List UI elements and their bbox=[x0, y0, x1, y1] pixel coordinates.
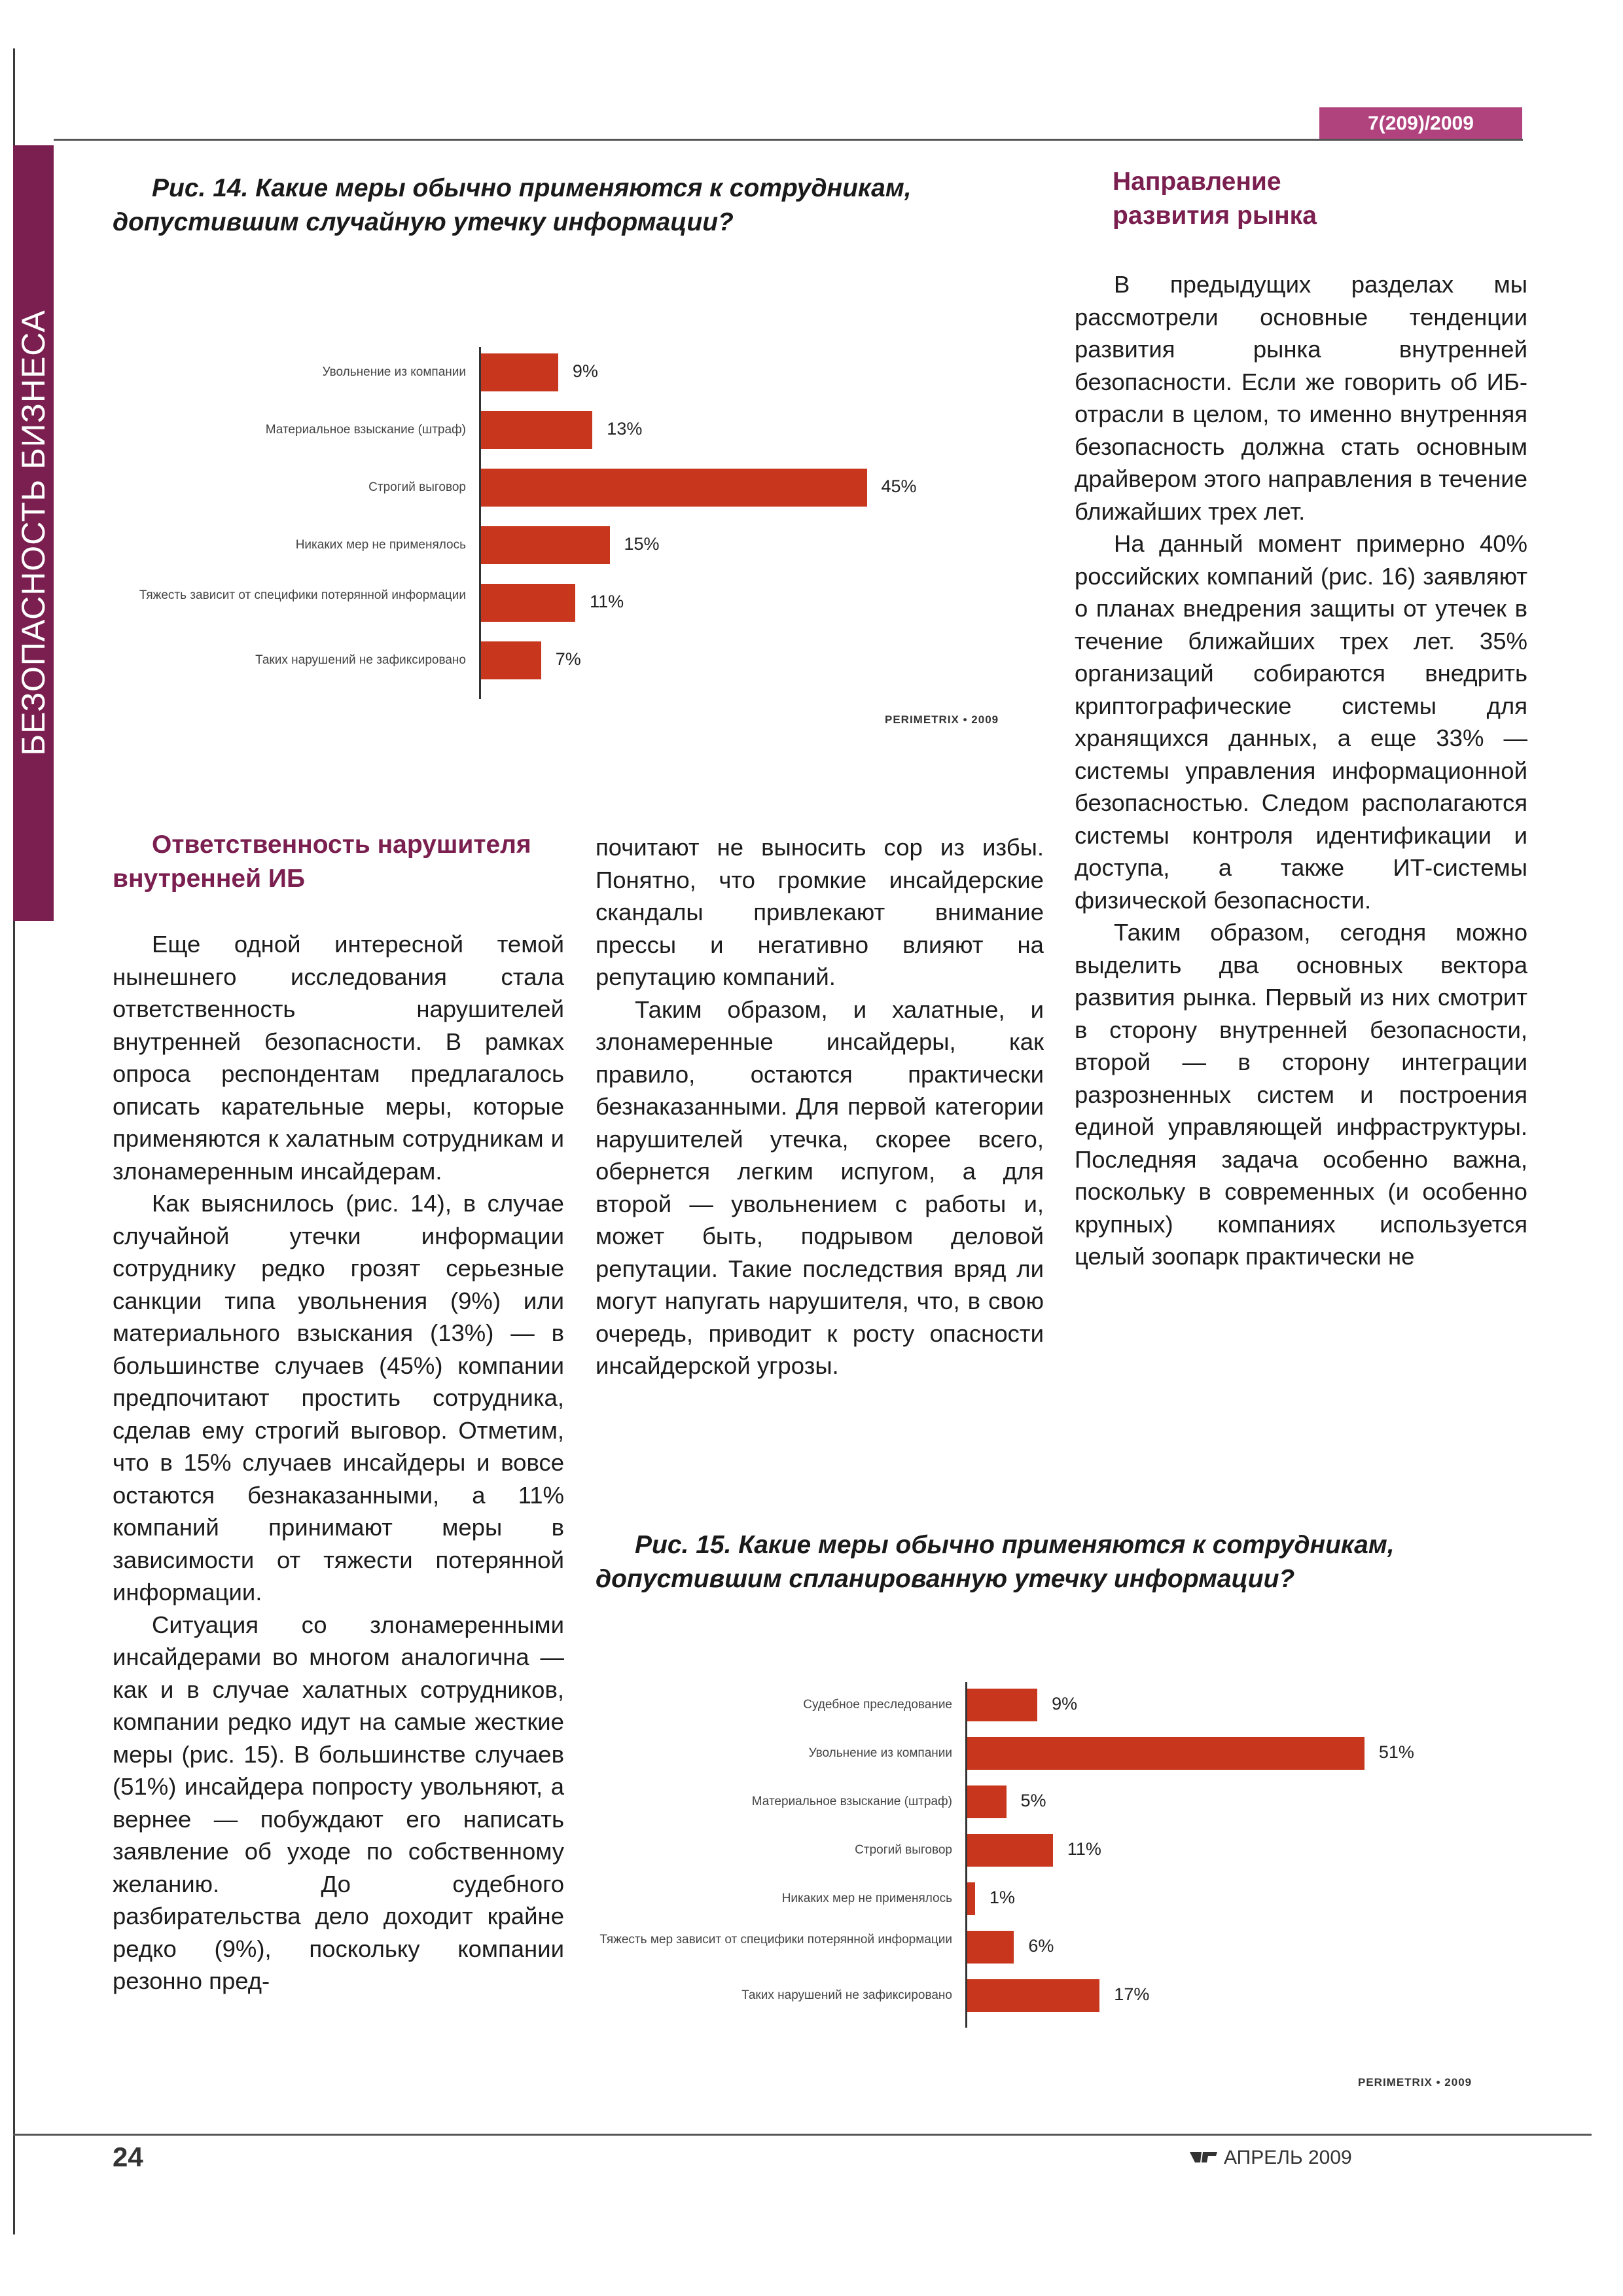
bar bbox=[481, 641, 541, 679]
left-paragraph: Ситуация со злонамеренными инсайдерами во многом аналогична — как и в случае халатных сотрудников, компании редко идут на самые жесткие меры (рис. 15). В большинстве случаев (51%) инсайдера попросту увольняют, а вернее — побуждают его написать заявление об уходе по собственному желанию. До судебного разбирательства дело доходит крайне редко (9%), поскольку компании резонно пред- bbox=[113, 1611, 564, 1994]
right-paragraph: В предыдущих разделах мы рассмотрели основные тенденции развития рынка внутренней безопасности. Если же говорить об ИБ-отрасли в целом, то именно внутренняя безопасность должна стать основным драйвером этого направления в течение ближайших трех лет. bbox=[1075, 271, 1527, 525]
figure-15-source: PERIMETRIX • 2009 bbox=[1358, 2076, 1472, 2089]
bottom-rule bbox=[13, 2134, 1592, 2136]
page-number: 24 bbox=[113, 2142, 143, 2172]
right-column-heading: Направление развития рынка bbox=[1113, 168, 1317, 230]
top-rule bbox=[54, 139, 1523, 141]
bar-value-label: 13% bbox=[607, 419, 643, 439]
bar-category-label: Никаких мер не применялось bbox=[295, 538, 466, 552]
bar bbox=[481, 584, 575, 622]
right-column-text bbox=[1075, 268, 1527, 1273]
left-column-heading: Ответственность нарушителя внутренней ИБ bbox=[113, 831, 531, 893]
left-column-text bbox=[113, 928, 564, 1998]
figure-15-chart bbox=[596, 1682, 1525, 2029]
issue-number: 7(209)/2009 bbox=[1319, 107, 1522, 140]
bar-value-label: 15% bbox=[624, 534, 660, 554]
left-paragraph: Еще одной интересной темой нынешнего исследования стала ответственность нарушителей внутренней безопасности. В рамках опроса респондентам предлагалось описать карательные меры, которые применяются к халатным сотрудникам и злонамеренным инсайдерам. bbox=[113, 931, 564, 1185]
middle-paragraph: почитают не выносить сор из избы. Понятно, что громкие инсайдерские скандалы привлекают внимание прессы и негативно влияют на репутацию компаний. bbox=[596, 834, 1044, 990]
bar-value-label: 5% bbox=[1020, 1791, 1046, 1810]
bar-value-label: 6% bbox=[1028, 1936, 1054, 1956]
issue-date: АПРЕЛЬ 2009 bbox=[1224, 2147, 1352, 2168]
bar-category-label: Увольнение из компании bbox=[322, 365, 466, 379]
bar-category-label: Строгий выговор bbox=[855, 1843, 952, 1857]
bar bbox=[481, 469, 867, 507]
bar bbox=[481, 411, 592, 449]
bar-value-label: 45% bbox=[881, 476, 917, 496]
figure-14-caption: Рис. 14. Какие меры обычно применяются к сотрудникам, допустившим случайную утечку информации? bbox=[113, 174, 912, 236]
figure-14-chart bbox=[113, 340, 1042, 681]
bar-category-label: Никаких мер не применялось bbox=[781, 1892, 952, 1905]
bar bbox=[967, 1931, 1014, 1964]
bar-value-label: 1% bbox=[989, 1888, 1015, 1907]
bar-category-label: Таких нарушений не зафиксировано bbox=[741, 1988, 952, 2002]
bar-category-label: Судебное преследование bbox=[803, 1698, 952, 1712]
bar-category-label: Тяжесть зависит от специфики потерянной информации bbox=[139, 588, 466, 602]
bar-category-label: Таких нарушений не зафиксировано bbox=[255, 653, 466, 667]
bar bbox=[481, 353, 558, 391]
bar-category-label: Строгий выговор bbox=[368, 480, 466, 494]
bar bbox=[967, 1834, 1053, 1867]
bar-category-label: Тяжесть мер зависит от специфики потерянной информации bbox=[599, 1933, 952, 1946]
bar bbox=[967, 1689, 1037, 1721]
bar-value-label: 17% bbox=[1114, 1984, 1150, 2004]
bar-category-label: Материальное взыскание (штраф) bbox=[265, 423, 466, 437]
magazine-logo-icon bbox=[1190, 2149, 1217, 2164]
section-title: БЕЗОПАСНОСТЬ БИЗНЕСА bbox=[15, 310, 52, 756]
bar-value-label: 9% bbox=[1052, 1694, 1078, 1713]
bar bbox=[967, 1737, 1364, 1770]
right-paragraph: Таким образом, сегодня можно выделить два основных вектора развития рынка. Первый из них смотрит в сторону внутренней безопасности, второй — в сторону интеграции разрозненных систем и построения единой управляющей инфраструктуры. Последняя задача особенно важна, поскольку в современных (и особенно крупных) компаниях используется целый зоопарк практически не bbox=[1075, 919, 1527, 1270]
figure-14-source: PERIMETRIX • 2009 bbox=[885, 713, 999, 726]
figure-15-caption: Рис. 15. Какие меры обычно применяются к сотрудникам, допустившим спланированную утечку информации? bbox=[596, 1531, 1395, 1593]
bar-value-label: 51% bbox=[1378, 1742, 1414, 1762]
bar-value-label: 7% bbox=[555, 649, 581, 669]
bar bbox=[967, 1882, 975, 1915]
middle-paragraph: Таким образом, и халатные, и злонамеренные инсайдеры, как правило, остаются практически безнаказанными. Для первой категории нарушителей утечка, скорее всего, обернется легким испугом, а для второй — увольнением с работы и, может быть, подрывом деловой репутации. Такие последствия вряд ли могут напугать нарушителя, что, в свою очередь, приводит к росту опасности инсайдерской угрозы. bbox=[596, 996, 1044, 1379]
bar-value-label: 9% bbox=[572, 361, 598, 381]
left-paragraph: Как выяснилось (рис. 14), в случае случайной утечки информации сотруднику редко грозят серьезные санкции типа увольнения (9%) или материального взыскания (13%) — в большинстве случаев (45%) компании предпочитают простить сотрудника, сделав ему строгий выговор. Отметим, что в 15% случаев инсайдеры и вовсе остаются безнаказанными, а 11% компаний принимают меры в зависимости от тяжести потерянной информации. bbox=[113, 1190, 564, 1605]
bar-category-label: Увольнение из компании bbox=[808, 1746, 952, 1760]
bar-value-label: 11% bbox=[590, 592, 624, 611]
bar bbox=[481, 526, 610, 564]
right-paragraph: На данный момент примерно 40% российских компаний (рис. 16) заявляют о планах внедрения защиты от утечек в течение ближайших трех лет. 35% организаций собираются внедрить криптографические системы для хранящихся данных, а еще 33% — системы управления информационной безопасностью. Следом располагаются системы контроля идентификации и доступа, а также ИТ-системы физической безопасности. bbox=[1075, 530, 1527, 914]
bar bbox=[967, 1785, 1007, 1818]
middle-column-text bbox=[596, 831, 1044, 1382]
bar bbox=[967, 1979, 1099, 2012]
bar-category-label: Материальное взыскание (штраф) bbox=[751, 1795, 952, 1808]
bar-value-label: 11% bbox=[1067, 1839, 1101, 1859]
